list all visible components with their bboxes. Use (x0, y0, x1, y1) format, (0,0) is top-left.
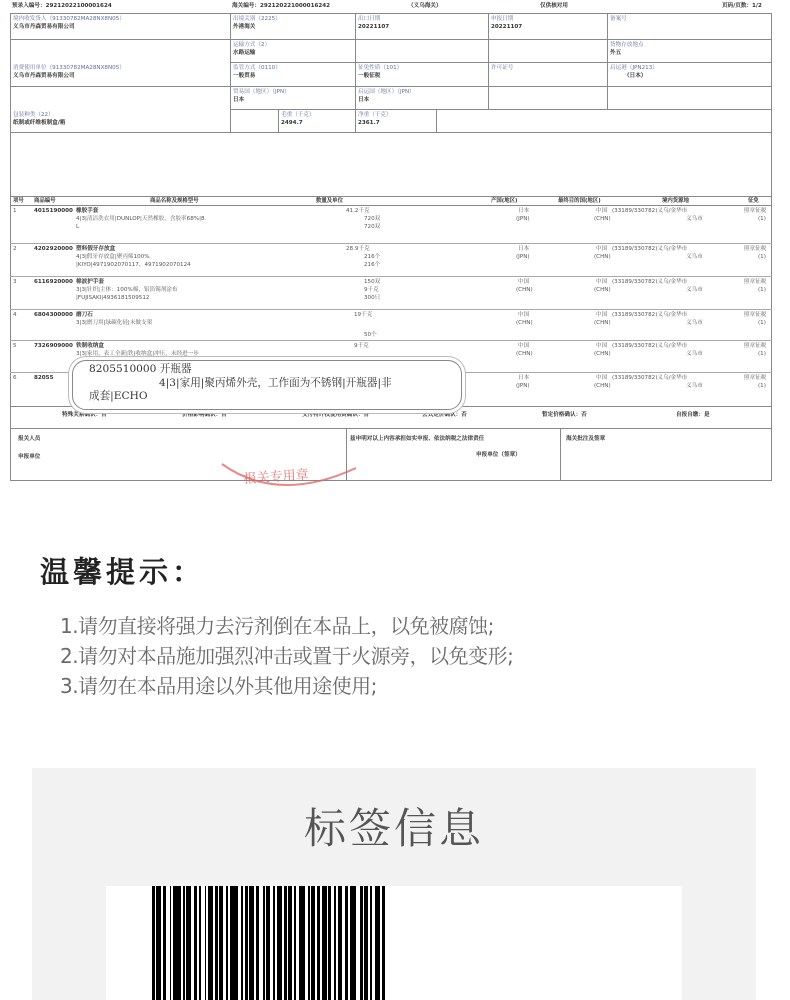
header-final-dest: 最终目的国(地区) (558, 198, 601, 204)
item-name: 橡胶手套 (76, 208, 99, 214)
item-levy: 照章征税 (744, 312, 767, 318)
item-origin: 日本 (518, 208, 530, 214)
barcode-bar (215, 886, 218, 1000)
item-code: 82055 (34, 375, 54, 381)
header-origin: 产国(地区) (491, 198, 518, 204)
customs-port: （义乌海关） (408, 3, 442, 9)
stamp-text: 报关专用章 (243, 467, 310, 488)
barcode-bar (299, 886, 305, 1000)
export-port-label: 出境关别（2225） (233, 16, 281, 22)
unit-seal-label: 申报单位（签章） (476, 452, 521, 458)
item-qty-1: 19千克 (354, 312, 373, 318)
pre-entry-number: 预录入编号：29212022100001624 (12, 3, 112, 9)
barcode-bar (317, 886, 320, 1000)
item-no: 3 (13, 279, 17, 285)
item-final: 中国 (596, 208, 608, 214)
barcode-bar (249, 886, 254, 1000)
item-city: 义乌市 (686, 254, 703, 260)
item-origin: 日本 (518, 375, 530, 381)
barcode-bar (256, 886, 259, 1000)
item-origin-code: (CHN) (516, 320, 533, 326)
barcode-bar (360, 886, 363, 1000)
barcode-bar (170, 886, 171, 1000)
item-no: 6 (13, 375, 17, 381)
barcode-bar (156, 886, 161, 1000)
item-code: 4202920000 (34, 246, 73, 252)
item-final-code: (CHN) (594, 320, 611, 326)
item-spec: 3|3|针织|主体：100%棉，铝箔锡剂涂布 (76, 287, 178, 293)
item-origin: 中国 (518, 279, 530, 285)
item-qty-2: 9千克 (364, 287, 379, 293)
highlight-callout (72, 360, 462, 410)
label-info-title: 标签信息 (303, 804, 484, 853)
item-origin-code: (CHN) (516, 287, 533, 293)
barcode-bar (382, 886, 385, 1000)
item-spec: 3|3|磨刀用|绿碳化硅|未做支架 (76, 320, 153, 326)
barcode-bar (370, 886, 372, 1000)
declare-unit-label: 申报单位 (18, 454, 41, 460)
item-final: 中国 (596, 343, 608, 349)
customs-note-label: 海关批注及签章 (566, 436, 606, 442)
item-domestic: (33189/330782)义乌/金华市 (612, 343, 688, 349)
barcode-bar (186, 886, 191, 1000)
arrival-country-label: 启运国（地区）（JPN） (358, 89, 415, 95)
item-final: 中国 (596, 312, 608, 318)
barcode-bar (364, 886, 368, 1000)
transport-value: 水路运输 (233, 50, 256, 56)
item-origin: 日本 (518, 246, 530, 252)
item-levy: 照章征税 (744, 279, 767, 285)
item-qty-1: 41.2千克 (346, 208, 370, 214)
transport-label: 运输方式（2） (233, 42, 271, 48)
license-no-label: 许可证号 (491, 65, 514, 71)
dest-port-label: 启运港（JPN213） (610, 65, 658, 71)
tax-nature-value: 一般征税 (358, 73, 381, 79)
declare-date-label: 申报日期 (491, 16, 514, 22)
tip-item: 3.请勿在本品用途以外其他用途使用; (60, 674, 377, 698)
item-no: 5 (13, 343, 17, 349)
dest-port-value: （日本） (624, 73, 647, 79)
item-domestic: (33189/330782)义乌/金华市 (612, 375, 688, 381)
barcode-bar (338, 886, 342, 1000)
consignee-value: 义乌市丹森贸易有限公司 (13, 24, 75, 30)
item-origin: 中国 (518, 312, 530, 318)
item-domestic: (33189/330782)义乌/金华市 (612, 208, 688, 214)
barcode-bar (334, 886, 336, 1000)
header-levy: 征免 (748, 198, 759, 204)
supervision-value: 一般贸易 (233, 73, 256, 79)
net-weight-value: 2361.7 (358, 120, 380, 126)
supervision-label: 监管方式（0110） (233, 65, 281, 71)
item-no: 1 (13, 208, 17, 214)
item-code: 4015190000 (34, 208, 73, 214)
gross-weight-label: 毛重（千克） (281, 112, 315, 118)
item-origin-code: (JPN) (516, 383, 530, 389)
barcode-bar (241, 886, 243, 1000)
tax-nature-label: 征免性质（101） (358, 65, 403, 71)
item-qty-3: 300只 (364, 295, 381, 301)
header-domestic-source: 境内货源地 (662, 198, 689, 204)
item-qty-2: 216个 (364, 254, 381, 260)
item-qty-3: 720双 (364, 224, 381, 230)
item-city: 义乌市 (686, 287, 703, 293)
export-date-value: 20221107 (358, 24, 390, 30)
item-code: 6804300000 (34, 312, 73, 318)
item-name: 棉波护手套 (76, 279, 104, 285)
customs-stamp (218, 462, 360, 500)
barcode-bar (245, 886, 248, 1000)
barcode-bar (208, 886, 213, 1000)
producer-value: 义乌市丹森贸易有限公司 (13, 73, 75, 79)
item-levy: 照章征税 (744, 375, 767, 381)
item-levy: 照章征税 (744, 343, 767, 349)
item-spec-2: |KIYO|4971902070117，4971902070124 (76, 262, 191, 268)
declaration-statement: 兹申明对以上内容承担如实申报、依法纳税之法律责任 (350, 436, 485, 442)
barcode-bar (183, 886, 185, 1000)
item-final-code: (CHN) (594, 383, 611, 389)
item-origin-code: (JPN) (516, 216, 530, 222)
item-origin-code: (CHN) (516, 351, 533, 357)
gross-weight-value: 2494.7 (281, 120, 303, 126)
item-levy-code: (1) (758, 351, 766, 357)
item-city: 义乌市 (686, 351, 703, 357)
arrival-country-value: 日本 (358, 97, 370, 103)
barcode-bar (294, 886, 296, 1000)
item-name: 铁制收纳盒 (76, 343, 104, 349)
tip-item: 1.请勿直接将强力去污剂倒在本品上，以免被腐蚀; (60, 614, 494, 638)
customs-number: 海关编号：292120221000016242 (232, 3, 331, 9)
item-domestic: (33189/330782)义乌/金华市 (612, 312, 688, 318)
item-city: 义乌市 (686, 320, 703, 326)
barcode-bar (163, 886, 166, 1000)
barcode-bar (194, 886, 197, 1000)
item-levy: 照章征税 (744, 246, 767, 252)
item-spec-2: L (76, 224, 80, 230)
item-city: 义乌市 (686, 216, 703, 222)
item-levy-code: (1) (758, 287, 766, 293)
item-final: 中国 (596, 375, 608, 381)
barcode-bar (288, 886, 292, 1000)
tip-item: 2.请勿对本品施加强烈冲击或置于火源旁，以免变形; (60, 644, 514, 668)
barcode-bar (375, 886, 380, 1000)
item-final-code: (CHN) (594, 216, 611, 222)
trade-country-label: 贸易国（地区）（JPN） (233, 89, 290, 95)
item-no: 4 (13, 312, 17, 318)
item-name: 磨刀石 (76, 312, 93, 318)
header-qty: 数量及单位 (316, 198, 343, 204)
self-declare: 自报自缴：是 (676, 412, 710, 418)
barcode-bar (199, 886, 201, 1000)
item-domestic: (33189/330782)义乌/金华市 (612, 246, 688, 252)
item-spec: 3|3|家用，表工全新|铁|收纳盒|冲压，未经进一步 (76, 351, 199, 357)
record-no-label: 备案号 (610, 16, 627, 22)
callout-line-2: 4|3|家用|聚丙烯外壳，工作面为不锈钢|开瓶器|非 (159, 376, 392, 389)
item-spec: 4|3|清洁洗衣用|DUNLOP|天然橡胶，含胶率68%|8. (76, 216, 207, 222)
item-qty-3: 216个 (364, 262, 381, 268)
item-qty-1: 9千克 (354, 343, 369, 349)
callout-line-3: 成套|ECHO (89, 390, 148, 403)
tips-title: 温馨提示： (40, 555, 206, 589)
header-code: 商品编号 (34, 198, 56, 204)
item-spec-2: |FUJISAKI|4936181509512 (76, 295, 150, 301)
barcode-bar (277, 886, 282, 1000)
item-name: 塑料假牙存放盒 (76, 246, 116, 252)
consignee-label: 境内收发货人（91330782MA28NX8N05） (13, 16, 125, 22)
producer-label: 消费使用单位（91330782MA28NX8N05） (13, 65, 125, 71)
goods-location-label: 货物存放地点 (610, 42, 644, 48)
barcode-bar (266, 886, 270, 1000)
item-origin: 中国 (518, 343, 530, 349)
item-levy-code: (1) (758, 254, 766, 260)
item-qty-3: 50个 (364, 332, 377, 338)
item-origin-code: (JPN) (516, 254, 530, 260)
provisional-price-confirm: 暂定价格确认：否 (542, 412, 587, 418)
item-spec: 4|3|假牙存放盒|聚丙烯100% (76, 254, 150, 260)
item-qty-1: 150双 (364, 279, 381, 285)
customs-declaration-form (10, 0, 772, 483)
barcode-bar (205, 886, 206, 1000)
barcode-bar (284, 886, 287, 1000)
label-info-panel (32, 768, 756, 1000)
net-weight-label: 净重（千克） (358, 112, 392, 118)
barcode-bar (173, 886, 181, 1000)
barcode-bar (273, 886, 275, 1000)
callout-line-1: 8205510000 开瓶器 (89, 363, 192, 375)
item-code: 7326909000 (34, 343, 73, 349)
tips-list (60, 611, 513, 701)
header-name: 商品名称及规格型号 (150, 198, 199, 204)
barcode (152, 886, 636, 1000)
item-final-code: (CHN) (594, 351, 611, 357)
barcode-bar (311, 886, 315, 1000)
barcode-bar (322, 886, 327, 1000)
barcode-card (106, 886, 682, 1000)
barcode-bar (226, 886, 228, 1000)
trade-country-value: 日本 (233, 97, 245, 103)
item-domestic: (33189/330782)义乌/金华市 (612, 279, 688, 285)
packaging-label: 包装种类（22） (13, 112, 54, 118)
barcode-bar (230, 886, 238, 1000)
price-impact-confirm: 价格影响确认：否 (182, 412, 227, 418)
item-qty-2: 720双 (364, 216, 381, 222)
goods-location-value: 外五 (610, 50, 622, 56)
item-final: 中国 (596, 246, 608, 252)
check-note: 仅供核对用 (540, 3, 568, 9)
item-levy: 照章征税 (744, 208, 767, 214)
item-final-code: (CHN) (594, 287, 611, 293)
special-relation-confirm: 特殊关系确认：否 (62, 412, 107, 418)
packaging-value: 纸制或纤维板制盒/箱 (13, 120, 66, 126)
export-date-label: 出口日期 (358, 16, 381, 22)
item-levy-code: (1) (758, 216, 766, 222)
item-levy-code: (1) (758, 383, 766, 389)
item-final: 中国 (596, 279, 608, 285)
barcode-bar (152, 886, 155, 1000)
export-port-value: 外港海关 (233, 24, 256, 30)
item-levy-code: (1) (758, 320, 766, 326)
item-final-code: (CHN) (594, 254, 611, 260)
barcode-bar (308, 886, 310, 1000)
formula-price-confirm: 公式定价确认：否 (422, 412, 467, 418)
royalty-confirm: 支付特许权使用费确认：否 (302, 412, 370, 418)
header-item-no: 项号 (13, 198, 24, 204)
declarant-label: 报关人员 (18, 436, 41, 442)
item-no: 2 (13, 246, 17, 252)
barcode-bar (350, 886, 356, 1000)
declare-date-value: 20221107 (491, 24, 523, 30)
page-number: 页码/页数：1/2 (722, 3, 762, 9)
barcode-bar (328, 886, 331, 1000)
item-city: 义乌市 (686, 383, 703, 389)
barcode-bar (263, 886, 265, 1000)
barcode-bar (219, 886, 223, 1000)
item-qty-1: 28.9千克 (346, 246, 370, 252)
barcode-bar (345, 886, 348, 1000)
item-code: 6116920000 (34, 279, 73, 285)
